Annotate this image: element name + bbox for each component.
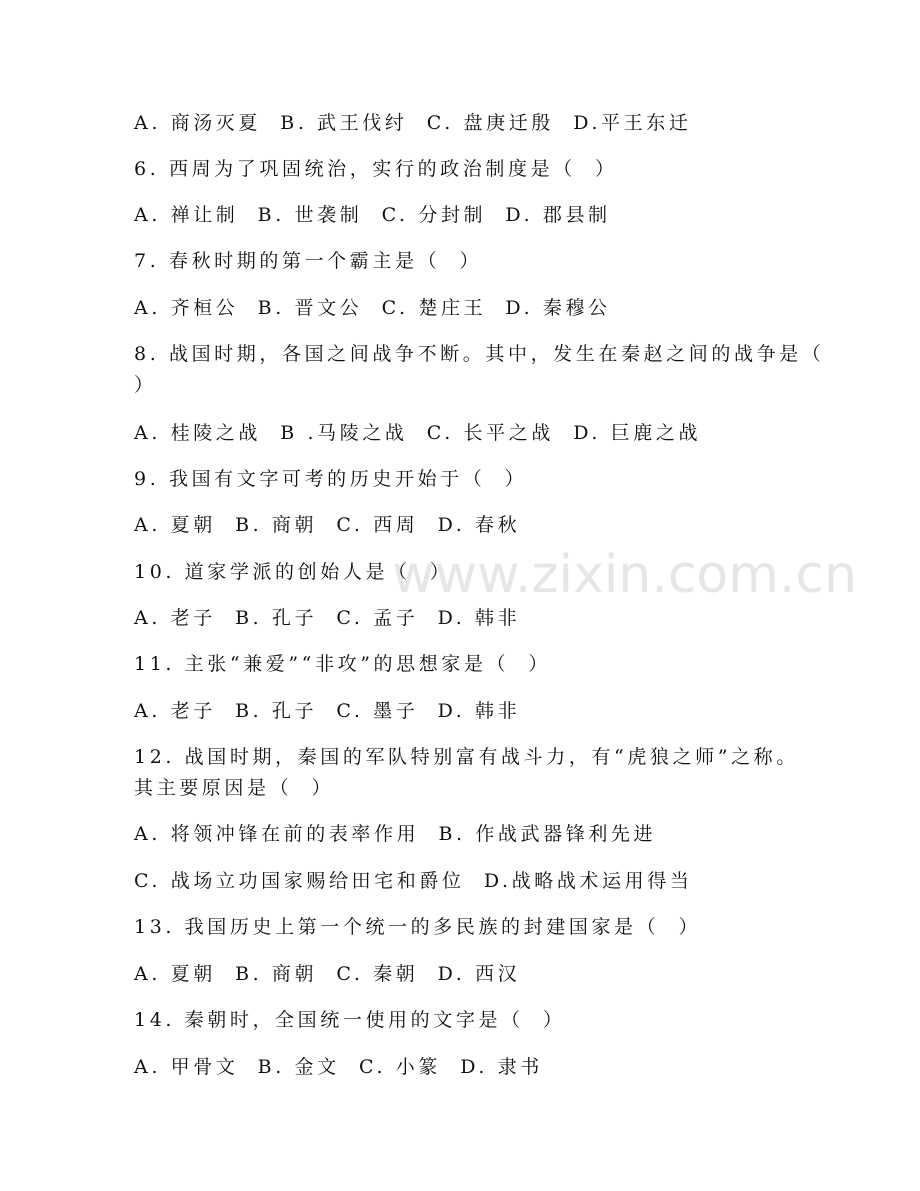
q7-options: A. 齐桓公 B. 晋文公 C. 楚庄王 D. 秦穆公 bbox=[134, 297, 611, 319]
q7-question: 7. 春秋时期的第一个霸主是（ ） bbox=[134, 250, 483, 272]
q8-options: A. 桂陵之战 B .马陵之战 C. 长平之战 D. 巨鹿之战 bbox=[134, 422, 702, 444]
q8-question-line2: ） bbox=[134, 374, 157, 396]
q6-options: A. 禅让制 B. 世袭制 C. 分封制 D. 郡县制 bbox=[134, 204, 611, 226]
q10-options: A. 老子 B. 孔子 C. 孟子 D. 韩非 bbox=[134, 607, 521, 629]
q11-question: 11. 主张“兼爱”“非攻”的思想家是（ ） bbox=[134, 653, 551, 675]
q13-options: A. 夏朝 B. 商朝 C. 秦朝 D. 西汉 bbox=[134, 963, 521, 985]
q12-options-line2: C. 战场立功国家赐给田宅和爵位 D.战略战术运用得当 bbox=[134, 870, 693, 892]
q9-question: 9. 我国有文字可考的历史开始于（ ） bbox=[134, 468, 528, 490]
q12-options-line1: A. 将领冲锋在前的表率作用 B. 作战武器锋利先进 bbox=[134, 823, 657, 845]
q10-question: 10. 道家学派的创始人是（ ） bbox=[134, 561, 453, 583]
q13-question: 13. 我国历史上第一个统一的多民族的封建国家是（ ） bbox=[134, 916, 702, 938]
q14-question: 14. 秦朝时，全国统一使用的文字是（ ） bbox=[134, 1009, 566, 1031]
q12-question-line1: 12. 战国时期，秦国的军队特别富有战斗力，有“虎狼之师”之称。 bbox=[134, 746, 799, 768]
q6-question: 6. 西周为了巩固统治，实行的政治制度是（ ） bbox=[134, 158, 618, 180]
q14-options: A. 甲骨文 B. 金文 C. 小篆 D. 隶书 bbox=[134, 1056, 543, 1078]
q5-options: A. 商汤灭夏 B. 武王伐纣 C. 盘庚迁殷 D.平王东迁 bbox=[134, 112, 692, 134]
q8-question-line1: 8. 战国时期，各国之间战争不断。其中，发生在秦赵之间的战争是（ bbox=[134, 343, 825, 365]
q9-options: A. 夏朝 B. 商朝 C. 西周 D. 春秋 bbox=[134, 514, 521, 536]
q12-question-line2: 其主要原因是（ ） bbox=[134, 777, 335, 799]
watermark: www.zixin.com.cn bbox=[392, 545, 857, 605]
q11-options: A. 老子 B. 孔子 C. 墨子 D. 韩非 bbox=[134, 700, 521, 722]
